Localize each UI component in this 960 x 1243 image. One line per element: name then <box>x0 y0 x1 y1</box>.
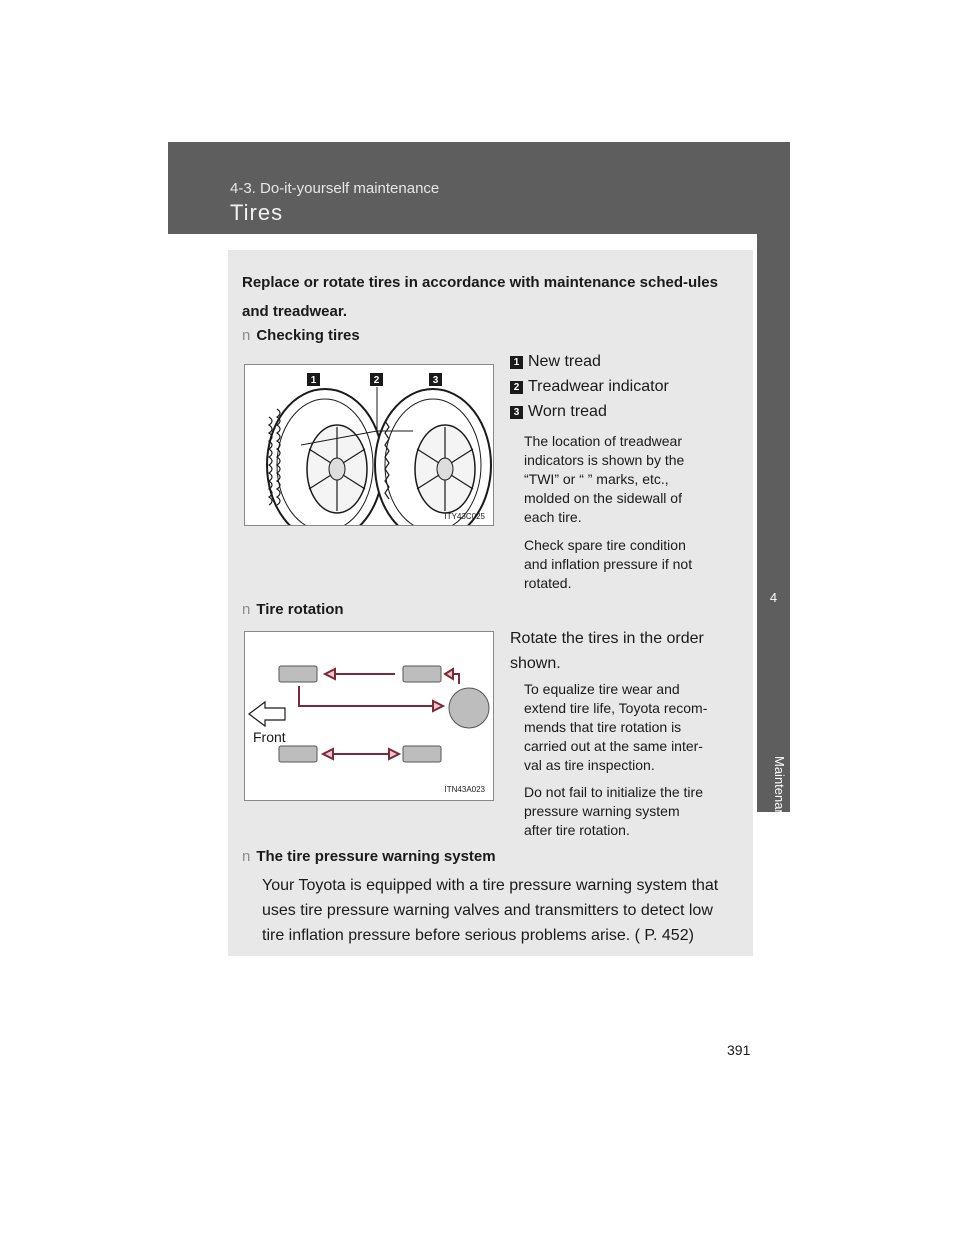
rotation-illustration <box>245 632 493 800</box>
initialize-note <box>524 783 703 840</box>
chapter-tab[interactable] <box>757 234 790 885</box>
tire-front-left <box>279 666 317 682</box>
front-arrow-icon <box>249 702 285 726</box>
tire-rotation-heading <box>242 601 344 618</box>
legend-num: 1 <box>510 356 523 369</box>
legend-new-tread <box>510 353 601 371</box>
tread-illustration <box>245 365 493 525</box>
figure-code: ITN43A023 <box>444 785 485 794</box>
note-line: Do not fail to initialize the tire <box>524 784 703 800</box>
note-line: “TWI” or “ ” marks, etc., <box>524 471 669 487</box>
tire-rear-right <box>403 746 441 762</box>
note-line: after tire rotation. <box>524 822 630 838</box>
chapter-number: 4 <box>769 590 778 605</box>
legend-label: Treadwear indicator <box>528 378 669 395</box>
tire-front-right <box>279 746 317 762</box>
note-line: Check spare tire condition <box>524 537 686 553</box>
bullet-marker: n <box>242 848 251 865</box>
section-label: 4-3. Do-it-yourself maintenance <box>230 180 440 197</box>
treadwear-note <box>524 432 684 527</box>
tire-rotation-title: Tire rotation <box>256 601 344 618</box>
tire-rear-left <box>403 666 441 682</box>
legend-label: Worn tread <box>528 403 607 420</box>
legend-treadwear-indicator <box>510 378 669 396</box>
intro-text: Replace or rotate tires in accordance with maintenance sched-ules and treadwear. <box>242 274 718 320</box>
spare-tire-note <box>524 536 692 593</box>
note-line: val as tire inspection. <box>524 757 655 773</box>
note-line: To equalize tire wear and <box>524 681 680 697</box>
bullet-marker: n <box>242 327 251 344</box>
text-line[interactable]: tire inflation pressure before serious problems arise. ( P. 452) <box>262 927 694 944</box>
figure-code: ITY43C025 <box>444 512 485 521</box>
note-line: each tire. <box>524 509 582 525</box>
page-number: 391 <box>727 1042 751 1058</box>
content-panel <box>228 250 753 956</box>
legend-num: 3 <box>510 406 523 419</box>
chapter-label: Maintenance and care <box>772 756 787 885</box>
tpws-heading <box>242 848 496 865</box>
tread-figure <box>244 364 494 526</box>
tpws-title: The tire pressure warning system <box>256 848 496 865</box>
callout-2: 2 <box>373 375 380 386</box>
checking-tires-heading <box>242 327 360 344</box>
page-title: Tires <box>230 200 284 225</box>
rotation-lead <box>510 626 704 676</box>
front-label: Front <box>253 729 286 745</box>
note-line: carried out at the same inter- <box>524 738 703 754</box>
note-line: rotated. <box>524 575 572 591</box>
note-line: indicators is shown by the <box>524 452 685 468</box>
rotation-figure <box>244 631 494 801</box>
text-line: shown. <box>510 655 561 672</box>
legend-num: 2 <box>510 381 523 394</box>
text-line: uses tire pressure warning valves and transmitters to detect low <box>262 902 713 919</box>
note-line: pressure warning system <box>524 803 680 819</box>
text-line: Your Toyota is equipped with a tire pressure warning system that <box>262 877 719 894</box>
note-line: extend tire life, Toyota recom- <box>524 700 708 716</box>
bullet-marker: n <box>242 601 251 618</box>
legend-worn-tread <box>510 403 607 421</box>
spare-tire <box>449 688 489 728</box>
tpws-text <box>262 873 718 948</box>
note-line: and inflation pressure if not <box>524 556 693 572</box>
checking-tires-title: Checking tires <box>256 327 360 344</box>
rotation-note <box>524 680 707 775</box>
note-line: The location of treadwear <box>524 433 682 449</box>
note-line: mends that tire rotation is <box>524 719 682 735</box>
callout-3: 3 <box>432 375 439 386</box>
note-line: molded on the sidewall of <box>524 490 682 506</box>
page-header <box>168 142 790 234</box>
callout-1: 1 <box>310 375 317 386</box>
text-line: Rotate the tires in the order <box>510 630 704 647</box>
legend-label: New tread <box>528 353 601 370</box>
